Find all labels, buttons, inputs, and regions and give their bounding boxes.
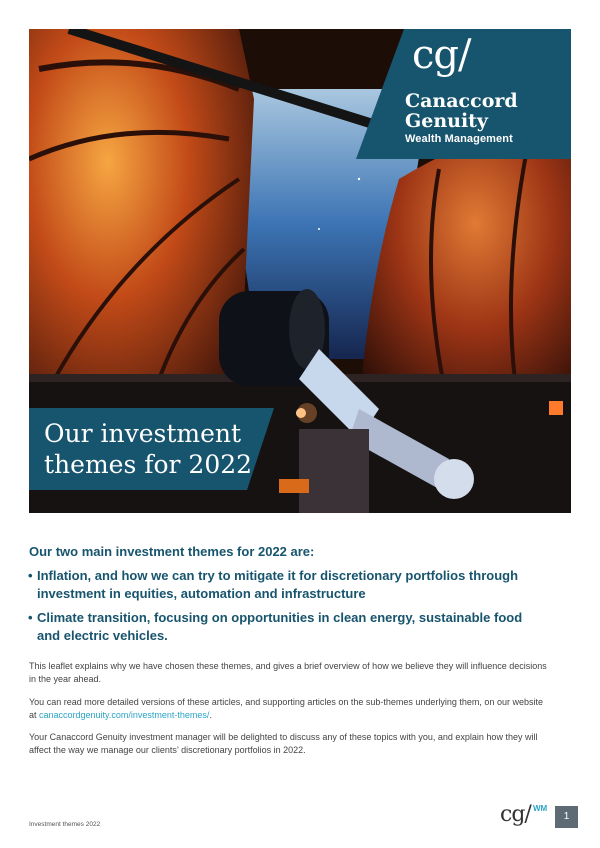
website-paragraph-end: . [209, 710, 212, 720]
footer-label: Investment themes 2022 [29, 821, 101, 828]
page-number: 1 [555, 806, 578, 828]
logo-subtitle: Wealth Management [405, 133, 513, 145]
website-paragraph-text: You can read more detailed versions of these articles, and supporting articles on the sub-themes underlying them, on our website at [29, 697, 543, 720]
page-title: Our investment themes for 2022 [44, 419, 253, 479]
title-banner [29, 408, 274, 490]
lead-heading: Our two main investment themes for 2022 are: [29, 544, 315, 559]
brand-logo [356, 29, 571, 159]
logo-mark: cg/ [412, 32, 471, 78]
hero-image [29, 29, 571, 513]
logo-name [405, 91, 518, 131]
themes-list [29, 567, 529, 651]
website-link[interactable]: canaccordgenuity.com/investment-themes/ [39, 710, 210, 720]
footer-logo-wm: WM [533, 804, 548, 813]
intro-paragraph: This leaflet explains why we have chosen these themes, and gives a brief overview of how we believe they will influence decisions in the year ahead. [29, 661, 547, 684]
website-paragraph [29, 696, 549, 722]
contact-paragraph: Your Canaccord Genuity investment manager will be delighted to discuss any of these topics with you, and explain how they will affect the way we manage our clients’ discretionary portfolios in 2022. [29, 732, 538, 755]
list-item: • Climate transition, focusing on opportunities in clean energy, sustainable food and electric vehicles. [29, 609, 529, 645]
list-item: • Inflation, and how we can try to mitigate it for discretionary portfolios through investment in equities, automation and infrastructure [29, 567, 529, 603]
logo-name-line1: Canaccord [405, 90, 518, 112]
logo-name-line2: Genuity [405, 110, 488, 132]
footer-logo: cg/ [500, 802, 531, 827]
